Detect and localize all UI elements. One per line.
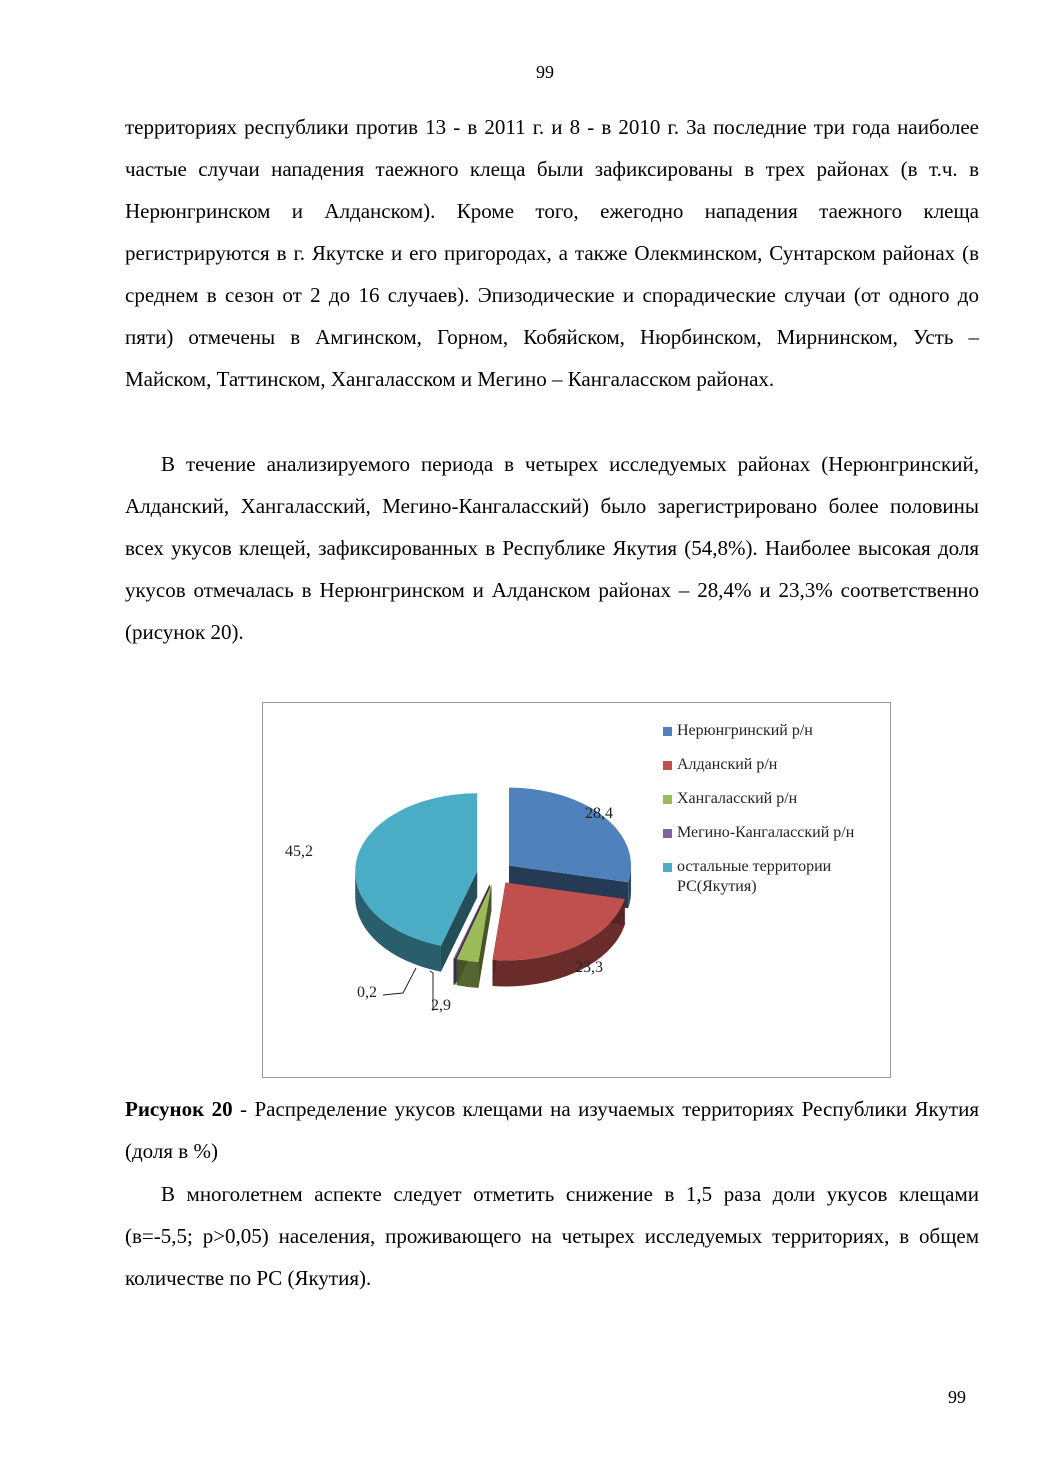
legend-item: [663, 721, 883, 741]
page-number-top: 99: [536, 62, 554, 82]
data-label: 45,2: [285, 843, 313, 860]
leader-line: [383, 968, 416, 995]
paragraph-2: В течение анализируемого периода в четырех исследуемых районах (Нерюнгринский, Алданский, Хангаласский, Мегино-Кангаласский) было зарегистрировано более половины всех укусов клещей, зафиксированных в Республике Якутия (54,8%). Наиболее высокая доля укусов отмечалась в Нерюнгринском и Алданском районах – 28,4% и 23,3% соответственно (рисунок 20).: [125, 452, 979, 644]
legend-item: [663, 755, 883, 775]
pie-slice: [509, 788, 631, 883]
page-number-bottom: 99: [948, 1387, 966, 1407]
pie-chart: [262, 702, 891, 1078]
data-label: 2,9: [431, 997, 451, 1014]
legend-label: остальные территории РС(Якутия): [677, 858, 832, 895]
legend-item: [663, 823, 883, 843]
paragraph-1: территориях республики против 13 - в 2011 г. и 8 - в 2010 г. За последние три года наиболее частые случаи нападения таежного клеща были зафиксированы в трех районах (в т.ч. в Нерюнгринском и Алданском). Кроме того, ежегодно нападения таежного клеща регистрируются в г. Якутске и его пригородах, а также Олекминском, Сунтарском районах (в среднем в сезон от 2 до 16 случаев). Эпизодические и спорадические случаи (от одного до пяти) отмечены в Амгинском, Горном, Кобяйском, Нюрбинском, Мирнинском, Усть – Майском, Таттинском, Хангаласском и Мегино – Кангаласском районах.: [125, 115, 979, 391]
legend-label: Хангаласский р/н: [677, 790, 798, 807]
legend-swatch: [663, 829, 672, 838]
paragraph-3: В многолетнем аспекте следует отметить снижение в 1,5 раза доли укусов клещами (в=-5,5; p>0,05) населения, проживающего на четырех исследуемых территориях, в общем количестве по РС (Якутия).: [125, 1182, 979, 1290]
legend-swatch: [663, 863, 672, 872]
legend-label: Алданский р/н: [677, 756, 778, 773]
legend-label: Нерюнгринский р/н: [677, 722, 813, 739]
legend-item: [663, 789, 883, 809]
legend-item: [663, 857, 883, 897]
data-label: 0,2: [357, 984, 377, 1001]
legend-swatch: [663, 761, 672, 770]
data-label: 28,4: [585, 805, 613, 822]
legend-swatch: [663, 795, 672, 804]
data-label: 23,3: [575, 959, 603, 976]
chart-legend: [663, 721, 883, 911]
legend-label: Мегино-Кангаласский р/н: [677, 824, 855, 841]
figure-caption: [125, 1088, 979, 1172]
caption-text: - Распределение укусов клещами на изучаемых территориях Республики Якутия (доля в %): [125, 1097, 979, 1163]
legend-swatch: [663, 727, 672, 736]
caption-label: Рисунок 20: [125, 1097, 233, 1121]
